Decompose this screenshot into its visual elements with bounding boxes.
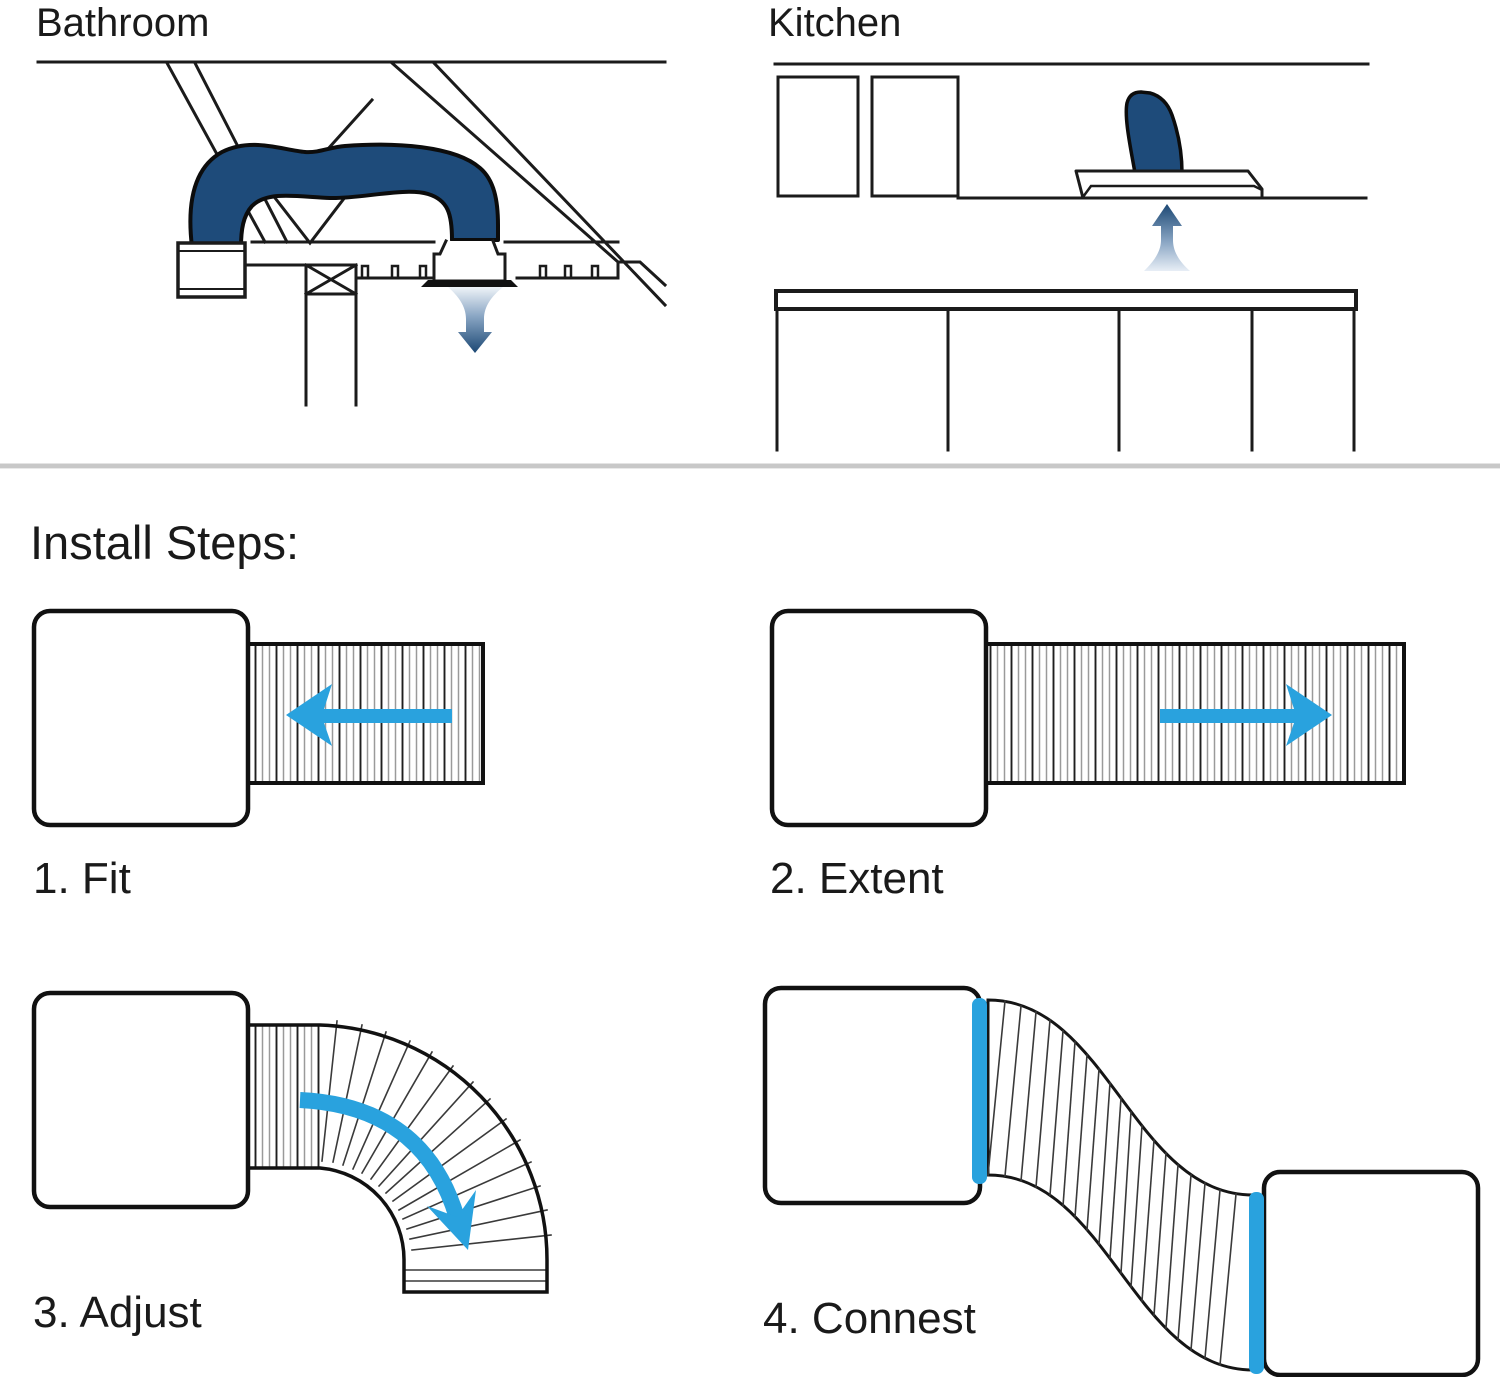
- hood-duct: [1126, 92, 1182, 173]
- connector-bar: [1249, 1192, 1264, 1374]
- kitchen-counter: [776, 291, 1356, 450]
- range-hood: [1076, 171, 1262, 198]
- airflow-down-arrow: [448, 287, 503, 353]
- ceiling-vent: [421, 241, 518, 287]
- step2-diagram: [772, 611, 1404, 825]
- vent-flange: [421, 280, 518, 287]
- connector-box: [772, 611, 986, 825]
- upper-cabinet: [778, 77, 858, 196]
- airflow-up-arrow: [1144, 204, 1190, 271]
- step-1-label: 1. Fit: [33, 854, 131, 903]
- flex-duct: [190, 145, 498, 247]
- s-duct-outline: [988, 1000, 1253, 1370]
- wall-stud: [306, 265, 356, 405]
- bathroom-diagram: [38, 62, 665, 405]
- connector-box: [1264, 1172, 1478, 1375]
- connector-box: [34, 993, 248, 1207]
- step-4-label: 4. Connest: [763, 1294, 976, 1343]
- step3-diagram: [34, 993, 551, 1292]
- exhaust-fan-unit: [178, 243, 245, 297]
- kitchen-title: Kitchen: [768, 1, 902, 45]
- upper-cabinet: [872, 77, 958, 196]
- bathroom-title: Bathroom: [36, 1, 210, 45]
- connector-box: [34, 611, 248, 825]
- connector-bar: [972, 998, 987, 1184]
- step-3-label: 3. Adjust: [33, 1288, 202, 1337]
- step-2-label: 2. Extent: [770, 854, 944, 903]
- section-divider: [0, 463, 1500, 469]
- kitchen-diagram: [775, 64, 1368, 450]
- connector-box: [765, 988, 980, 1203]
- install-steps-heading: Install Steps:: [30, 516, 300, 569]
- step1-diagram: [34, 611, 483, 825]
